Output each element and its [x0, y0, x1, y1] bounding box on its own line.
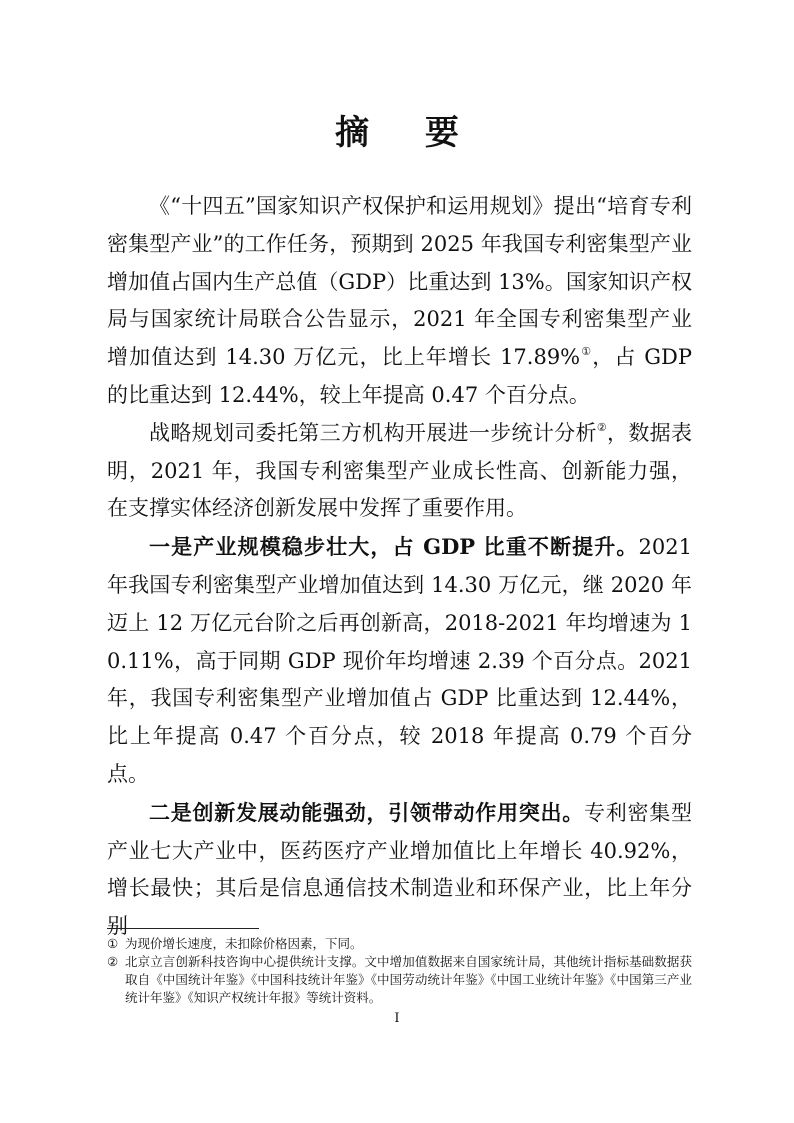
footnote-ref-1[interactable]: ① — [580, 345, 593, 359]
paragraph-1 — [107, 188, 692, 415]
footnote-2-text: 北京立言创新科技咨询中心提供统计支撑。文中增加值数据来自国家统计局，其他统计指标基础数据获取自《中国统计年鉴》《中国科技统计年鉴》《中国劳动统计年鉴》《中国工业统计年鉴》《中国第三产业统计年鉴》《知识产权统计年报》等统计资料。 — [125, 954, 692, 1005]
page-title: 摘 要 — [335, 113, 481, 153]
page-number: I — [394, 1011, 400, 1026]
paragraph-4-lead: 二是创新发展动能强劲，引领带动作用突出。 — [149, 799, 584, 825]
footnote-2-mark: ② — [107, 954, 119, 969]
paragraph-2 — [107, 415, 692, 528]
footnote-ref-2[interactable]: ② — [596, 420, 608, 434]
paragraph-1-text-cont: ，占 GDP 的比重达到 12.44%，较上年提高 0.47 个百分点。 — [107, 345, 692, 407]
paragraph-4-text: 专利密集型产业七大产业中，医药医疗产业增加值比上年增长 40.92%，增长最快；其后是信息通信技术制造业和环保产业，比上年分别 — [107, 800, 692, 939]
paragraph-3-text: 2021 年我国专利密集型产业增加值达到 14.30 万亿元，继 2020 年迈上 12 万亿元台阶之后再创新高，2018-2021 年均增速为 10.11%，高于同期 GDP 现价年均增速 2.39 个百分点。2021 年，我国专利密集型产业增加值占 GDP 比重达到 12.44%，比上年提高 0.47 个百分点，较 2018 年提高 0.79 个百分点。 — [107, 535, 692, 786]
body-text — [107, 188, 692, 946]
paragraph-3 — [107, 528, 692, 794]
footnote-1-mark: ① — [107, 936, 119, 951]
footnote-divider — [107, 928, 259, 929]
footnote-1 — [107, 935, 692, 953]
paragraph-1-text: 《“十四五”国家知识产权保护和运用规划》提出“培育专利密集型产业”的工作任务，预期到 2025 年我国专利密集型产业增加值占国内生产总值（GDP）比重达到 13%。国家知识产权局与国家统计局联合公告显示，2021 年全国专利密集型产业增加值达到 14.30 万亿元，比上年增长 17.89% — [107, 194, 692, 370]
footnote-2 — [107, 953, 692, 1007]
paragraph-3-lead: 一是产业规模稳步壮大，占 GDP 比重不断提升。 — [149, 534, 639, 560]
paragraph-2-text: 战略规划司委托第三方机构开展进一步统计分析 — [149, 420, 597, 445]
footnotes — [107, 935, 692, 1007]
footnote-1-text: 为现价增长速度，未扣除价格因素，下同。 — [125, 936, 363, 951]
paragraph-4 — [107, 794, 692, 946]
paragraph-2-text-cont: ，数据表明，2021 年，我国专利密集型产业成长性高、创新能力强，在支撑实体经济创新发展中发挥了重要作用。 — [107, 420, 692, 521]
